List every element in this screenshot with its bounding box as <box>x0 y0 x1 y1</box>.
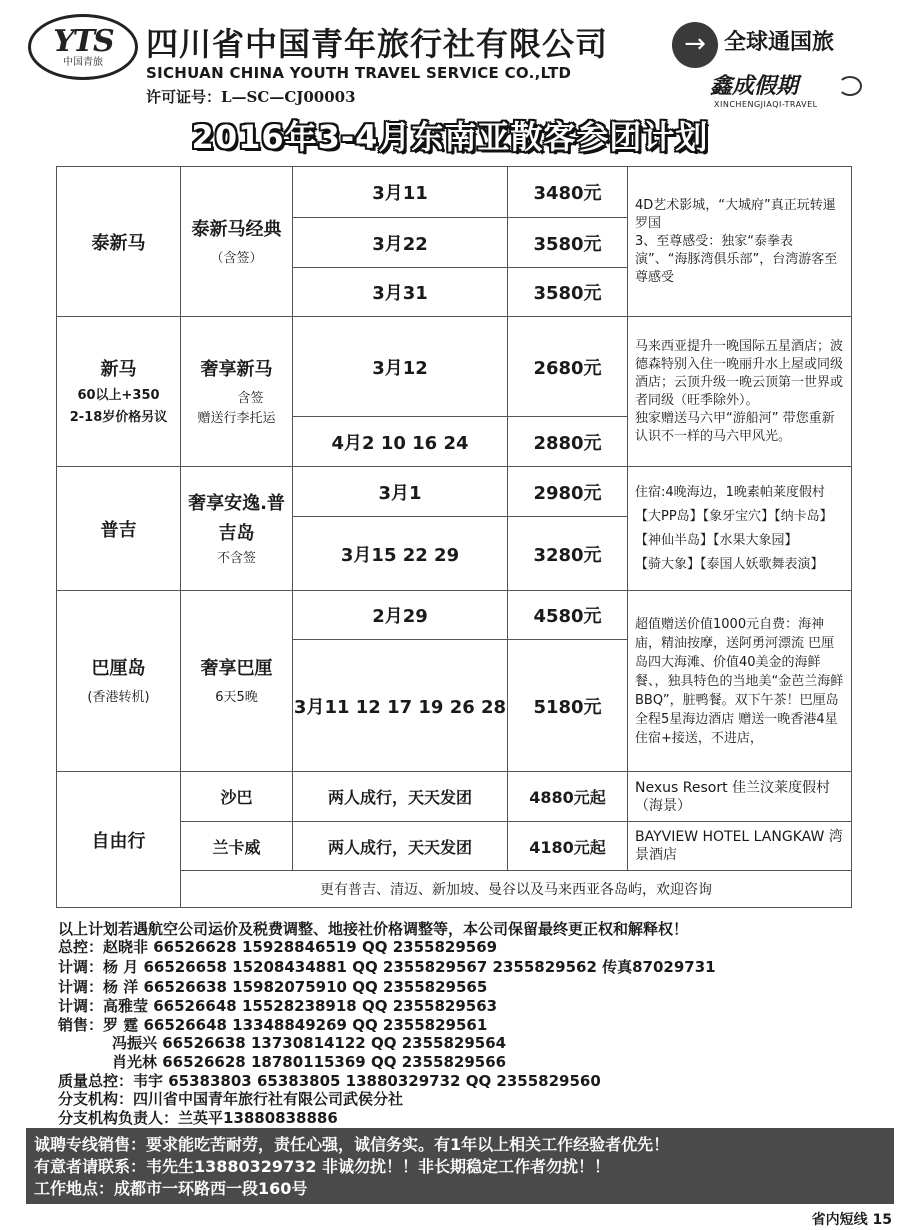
more-info-cell <box>180 870 852 908</box>
price: 2980元 <box>533 482 602 504</box>
destination-cell <box>56 590 181 772</box>
product-note: 含签 <box>237 390 264 406</box>
more-destinations: 更有普吉、清迈、新加坡、曼谷以及马来西亚各岛屿，欢迎咨询 <box>320 882 712 898</box>
price-cell <box>507 267 628 317</box>
departure-date: 3月22 <box>372 233 428 255</box>
schedule-cell <box>292 771 508 822</box>
partner-name: 全球通国旅 <box>724 30 835 55</box>
contact-line: 销售：罗 霆 66526648 13348849269 QQ 2355829561 <box>58 1016 488 1034</box>
swirl-icon <box>838 76 862 96</box>
product-note: 不含签 <box>216 550 256 566</box>
place-name: 沙巴 <box>220 788 253 807</box>
product-name: 奢享安逸.普吉岛 <box>188 492 285 544</box>
price: 3480元 <box>533 183 602 204</box>
page-title: 2016年3-4月东南亚散客参团计划 <box>191 118 709 156</box>
company-name-en: SICHUAN CHINA YOUTH TRAVEL SERVICE CO.,LTD <box>146 64 572 82</box>
departure-date: 3月11 12 17 19 26 28 <box>293 696 507 718</box>
description-cell <box>627 166 852 317</box>
date-cell <box>292 590 508 640</box>
date-cell <box>292 267 508 317</box>
description-line: 3、至尊感受：独家“泰拳表演”、“海豚湾俱乐部”，台湾游客至尊感受 <box>635 233 838 285</box>
destination-name: 巴厘岛 <box>91 658 146 679</box>
destination-cell <box>56 466 181 591</box>
page-footer: 省内短线 15 <box>811 1212 892 1228</box>
price-cell <box>507 821 628 871</box>
contact-line: 分支机构：四川省中国青年旅行社有限公司武侯分社 <box>58 1090 404 1108</box>
hotel-cell <box>627 821 852 871</box>
schedule: 两人成行，天天发团 <box>327 788 472 807</box>
price: 3580元 <box>533 283 602 304</box>
destination-cell <box>56 316 181 467</box>
destination-name: 自由行 <box>91 830 146 852</box>
date-cell <box>292 217 508 268</box>
description-line: 超值赠送价值1000元自费：海神庙，精油按摩，送阿勇河漂流 巴厘岛四大海滩、价值40美金的海鲜餐、，独具特色的当地美“金芭兰海鲜BBQ”，脏鸭餐。双下午茶！巴厘岛全程5星海边酒店 赠送一晚香港4星住宿+接送，不进店， <box>635 616 844 746</box>
departure-date: 4月2 10 16 24 <box>331 432 469 454</box>
description-line: 4D艺术影城，“大城府”真正玩转暹罗国 <box>635 197 836 231</box>
hotel-name: BAYVIEW HOTEL LANGKAW 湾景酒店 <box>635 829 843 863</box>
price-cell <box>507 590 628 640</box>
hotel-cell <box>627 771 852 822</box>
company-logo <box>28 14 138 80</box>
description-cell <box>627 466 852 591</box>
product-cell <box>180 166 293 317</box>
license-number: 许可证号：L—SC—CJ00003 <box>146 88 356 106</box>
destination-name: 泰新马 <box>91 232 146 254</box>
destination-note: (香港转机) <box>87 690 150 705</box>
description-line: 【神仙半岛】【水果大象园】 <box>635 532 798 548</box>
destination-cell <box>56 771 181 908</box>
destination-name: 普吉 <box>100 519 137 541</box>
company-name-cn: 四川省中国青年旅行社有限公司 <box>146 25 609 63</box>
hotel-name: Nexus Resort 佳兰汶莱度假村（海景） <box>635 779 831 814</box>
description-line: 马来西亚提升一晚国际五星酒店；波德森特别入住一晚丽升水上屋或同级酒店；云顶升级一晚云顶第一世界或者同级（旺季除外）。 <box>635 338 844 408</box>
date-cell <box>292 166 508 218</box>
product-cell <box>180 590 293 772</box>
contact-line: 计调：高雅莹 66526648 15528238918 QQ 2355829563 <box>58 997 498 1015</box>
recruit-line: 有意者请联系：韦先生13880329732 非诚勿扰！！非长期稳定工作者勿扰！！ <box>34 1157 611 1176</box>
contact-line: 质量总控：韦宇 65383803 65383805 13880329732 QQ 2355829560 <box>58 1072 601 1090</box>
date-cell <box>292 516 508 591</box>
date-cell <box>292 316 508 417</box>
recruit-line: 工作地点：成都市一环路西一段160号 <box>34 1179 308 1198</box>
price: 2880元 <box>533 432 602 454</box>
product-cell <box>180 316 293 467</box>
product-note: 6天5晚 <box>215 690 258 705</box>
departure-date: 3月31 <box>372 283 428 304</box>
product-cell <box>180 821 293 871</box>
description-line: 住宿:4晚海边，1晚素帕莱度假村 <box>635 484 825 500</box>
price: 4880元起 <box>529 788 606 807</box>
date-cell <box>292 416 508 467</box>
price-cell <box>507 166 628 218</box>
logo-mark: YTS <box>53 23 113 59</box>
product-note: 赠送行李托运 <box>197 410 276 426</box>
contact-line: 总控：赵晓非 66526628 15928846519 QQ 2355829569 <box>58 938 498 956</box>
product-name: 奢享新马 <box>200 358 273 380</box>
price-cell <box>507 316 628 417</box>
contact-line: 肖光林 66526628 18780115369 QQ 2355829566 <box>112 1053 507 1071</box>
price: 4580元 <box>533 606 602 627</box>
destination-note: 2-18岁价格另议 <box>69 409 168 425</box>
description-line: 【骑大象】【泰国人妖歌舞表演】 <box>635 556 824 572</box>
contact-line: 冯振兴 66526638 13730814122 QQ 2355829564 <box>112 1034 507 1052</box>
price: 3580元 <box>533 233 602 255</box>
price: 5180元 <box>533 696 602 718</box>
price: 2680元 <box>533 357 602 379</box>
date-cell <box>292 466 508 517</box>
departure-date: 3月15 22 29 <box>340 544 460 566</box>
product-cell <box>180 771 293 822</box>
disclaimer: 以上计划若遇航空公司运价及税费调整、地接社价格调整等，本公司保留最终更正权和解释权！ <box>58 920 689 938</box>
departure-date: 3月12 <box>372 357 428 379</box>
description-cell <box>627 590 852 772</box>
product-name: 泰新马经典 <box>191 218 282 240</box>
date-cell <box>292 639 508 772</box>
contact-line: 计调：杨 月 66526658 15208434881 QQ 2355829567 2355829562 传真87029731 <box>58 958 716 976</box>
price: 3280元 <box>533 544 602 566</box>
departure-date: 3月11 <box>372 183 428 204</box>
destination-note: 60以上+350 <box>77 387 160 403</box>
description-cell <box>627 316 852 467</box>
price-cell <box>507 416 628 467</box>
product-cell <box>180 466 293 591</box>
arrow-icon: → <box>672 22 718 68</box>
schedule-cell <box>292 821 508 871</box>
place-name: 兰卡威 <box>212 837 261 857</box>
recruitment-banner <box>26 1128 894 1204</box>
destination-name: 新马 <box>100 358 137 380</box>
brand-logo: 鑫成假期 <box>710 73 799 99</box>
logo-subtitle: 中国青旅 <box>63 56 103 68</box>
contact-line: 计调：杨 洋 66526638 15982075910 QQ 2355829565 <box>58 978 488 996</box>
destination-cell <box>56 166 181 317</box>
schedule: 两人成行，天天发团 <box>327 837 472 857</box>
description-line: 【大PP岛】【象牙宝穴】【纳卡岛】 <box>635 508 833 524</box>
price-cell <box>507 771 628 822</box>
price-cell <box>507 516 628 591</box>
price-cell <box>507 639 628 772</box>
departure-date: 3月1 <box>378 482 422 504</box>
price-cell <box>507 466 628 517</box>
price-cell <box>507 217 628 268</box>
recruit-line: 诚聘专线销售：要求能吃苦耐劳，责任心强，诚信务实。有1年以上相关工作经验者优先！ <box>34 1135 670 1154</box>
product-note: （含签） <box>210 250 263 266</box>
departure-date: 2月29 <box>372 606 428 627</box>
product-name: 奢享巴厘 <box>200 658 273 679</box>
description-line: 独家赠送马六甲“游船河” 带您重新认识不一样的马六甲风光。 <box>635 410 835 444</box>
brand-subtitle: XINCHENGJIAQI-TRAVEL <box>714 100 818 109</box>
contact-line: 分支机构负责人：兰英平13880838886 <box>58 1109 338 1127</box>
price: 4180元起 <box>529 837 606 857</box>
